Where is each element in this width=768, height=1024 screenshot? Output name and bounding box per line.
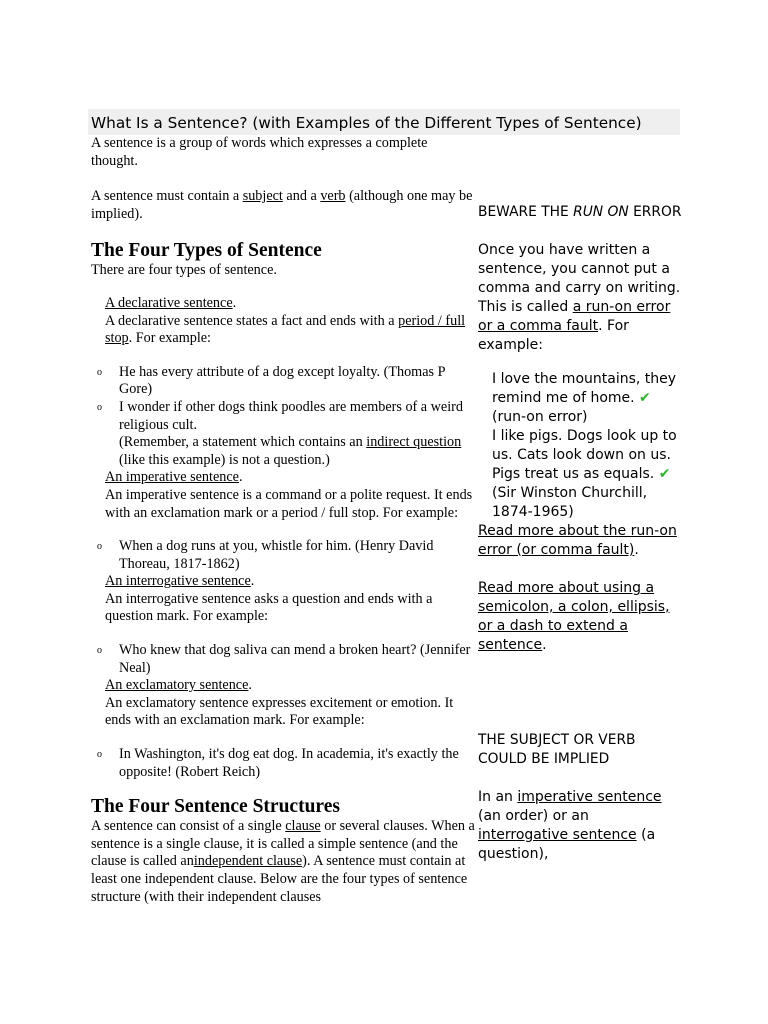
- structures-heading: The Four Sentence Structures: [91, 796, 340, 818]
- clause-link[interactable]: clause: [285, 818, 321, 835]
- text: A declarative sentence states a fact and ends with a: [105, 312, 399, 329]
- checkmark-icon: ✔: [658, 466, 671, 482]
- independent-clause-link[interactable]: independent clause: [193, 853, 303, 870]
- runon-error-link[interactable]: a run-on error or a comma fault: [478, 299, 671, 334]
- checkmark-icon: ✔: [639, 390, 651, 406]
- read-more-runon: [478, 522, 683, 560]
- intro-paragraph-2: [91, 188, 477, 223]
- text: or several clauses. When a sentence is a single clause, it is called a simple sentence (and the clause is called an: [91, 818, 475, 870]
- main-column: [91, 135, 477, 906]
- indirect-question-link[interactable]: indirect question: [366, 434, 462, 451]
- example-text: He has every attribute of a dog except loyalty. (Thomas P Gore): [119, 363, 445, 398]
- types-intro: There are four types of sentence.: [91, 262, 277, 279]
- intro-paragraph-1: A sentence is a group of words which expresses a complete thought.: [91, 135, 428, 169]
- imperative-examples: [91, 538, 477, 573]
- text: In an: [478, 789, 518, 805]
- declarative-desc: [105, 313, 477, 348]
- text: (an order) or an: [478, 808, 589, 824]
- list-item: o Who knew that dog saliva can mend a broken heart? (Jennifer Neal): [97, 642, 471, 676]
- text: . For example:: [128, 330, 212, 347]
- read-more-punctuation-link[interactable]: Read more about using a semicolon, a colon, ellipsis, or a dash to extend a sentence: [478, 580, 670, 653]
- example-text: When a dog runs at you, whistle for him. (Henry David Thoreau, 1817-1862): [119, 538, 434, 572]
- example-1-note: (run-on error): [492, 409, 588, 425]
- imperative-sentence-link[interactable]: imperative sentence: [517, 789, 662, 805]
- declarative-link[interactable]: A declarative sentence: [105, 294, 233, 311]
- example-2: [492, 427, 683, 522]
- types-heading: The Four Types of Sentence: [91, 240, 322, 262]
- imperative-link[interactable]: An imperative sentence: [105, 469, 239, 486]
- exclamatory-examples: [91, 746, 477, 781]
- example-text: In Washington, it's dog eat dog. In academia, it's exactly the opposite! (Robert Reich): [119, 746, 459, 780]
- interrogative-desc: An interrogative sentence asks a question and ends with a question mark. For example:: [105, 590, 433, 625]
- example-1: [492, 370, 683, 408]
- interrogative-examples: [91, 642, 477, 677]
- text: (a question),: [478, 827, 656, 862]
- text: (Sir Winston Churchill, 1874-1965): [492, 485, 648, 520]
- exclamatory-link[interactable]: An exclamatory sentence: [105, 677, 249, 694]
- list-item: o I wonder if other dogs think poodles are members of a weird religious cult. (Remember, a statement which contains an indirect question (like this example) is not a question.): [97, 398, 463, 468]
- text: .: [542, 637, 547, 653]
- text: A sentence must contain a: [91, 188, 243, 205]
- subject-link[interactable]: subject: [242, 188, 283, 205]
- sidebar: [478, 203, 683, 864]
- runon-paragraph: [478, 241, 683, 355]
- runon-heading: [478, 203, 683, 222]
- verb-link[interactable]: verb: [320, 188, 346, 205]
- list-item: o When a dog runs at you, whistle for him. (Henry David Thoreau, 1817-1862): [97, 538, 434, 572]
- declarative-block: A declarative sentence. A declarative sentence states a fact and ends with a period / full stop. For example:: [91, 295, 477, 348]
- text: . For example:: [478, 318, 629, 353]
- text: I love the mountains, they remind me of home.: [492, 371, 677, 406]
- read-more-punctuation: [478, 579, 683, 655]
- text: Once you have written a sentence, you cannot put a comma and carry on writing. This is called: [478, 242, 681, 315]
- text: (Remember, a statement which contains an: [119, 434, 367, 451]
- page-title: What Is a Sentence? (with Examples of the Different Types of Sentence): [91, 114, 642, 132]
- exclamatory-desc: An exclamatory sentence expresses excitement or emotion. It ends with an exclamation mark. For example:: [105, 694, 454, 729]
- read-more-runon-link[interactable]: Read more about the run-on error (or comma fault): [478, 523, 677, 558]
- example-text: I wonder if other dogs think poodles are members of a weird religious cult.: [119, 398, 463, 433]
- text: (like this example) is not a question.): [119, 451, 330, 468]
- text: (although one may be implied).: [91, 188, 473, 222]
- list-item: o In Washington, it's dog eat dog. In academia, it's exactly the opposite! (Robert Reich): [97, 746, 459, 780]
- text: I like pigs. Dogs look up to us. Cats look down on us. Pigs treat us as equals.: [492, 428, 677, 482]
- text: ). A sentence must contain at least one independent clause. Below are the four types of sentence structure (with their independent clauses: [91, 853, 468, 905]
- text: and a: [282, 188, 321, 205]
- text: ERROR: [628, 204, 682, 220]
- interrogative-sentence-link[interactable]: interrogative sentence: [478, 827, 637, 843]
- structures-paragraph: [91, 818, 477, 906]
- implied-paragraph: [478, 788, 683, 864]
- declarative-examples: [91, 364, 477, 470]
- imperative-desc: An imperative sentence is a command or a polite request. It ends with an exclamation mark or a period / full stop. For example:: [105, 486, 473, 521]
- runon-examples: [478, 370, 683, 522]
- example-text: Who knew that dog saliva can mend a broken heart? (Jennifer Neal): [119, 642, 471, 676]
- text: .: [634, 542, 639, 558]
- title-bar: [88, 109, 680, 135]
- text: A sentence can consist of a single: [91, 818, 286, 835]
- text: RUN ON: [573, 204, 629, 220]
- interrogative-block: An interrogative sentence. An interrogative sentence asks a question and ends with a question mark. For example:: [91, 573, 477, 626]
- text: BEWARE THE: [478, 204, 574, 220]
- interrogative-link[interactable]: An interrogative sentence: [105, 573, 251, 590]
- exclamatory-block: An exclamatory sentence. An exclamatory sentence expresses excitement or emotion. It ends with an exclamation mark. For example:: [91, 677, 477, 730]
- implied-heading: THE SUBJECT OR VERB COULD BE IMPLIED: [478, 732, 636, 767]
- list-item: o He has every attribute of a dog except loyalty. (Thomas P Gore): [97, 363, 445, 398]
- imperative-block: An imperative sentence. An imperative sentence is a command or a polite request. It ends with an exclamation mark or a period / full stop. For example:: [91, 469, 477, 522]
- period-link[interactable]: period / full stop: [105, 312, 466, 347]
